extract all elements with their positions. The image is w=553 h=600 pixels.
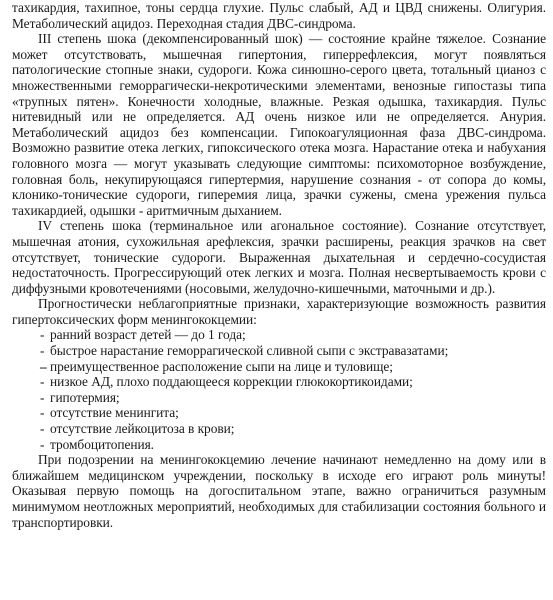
paragraph-treatment: При подозрении на менингококцемию лечение начинают немедленно на дому или в ближайшем медицинском учреждении, поскольку в исходе его играют роль минуты! Оказывая первую помощь на догоспитальном этапе, важно ограничиться разумным минимумом неотложных мероприятий, необходимых для стабилизации состояния больного и транспортировки.: [12, 452, 546, 530]
list-marker: -: [40, 327, 45, 343]
list-marker: -: [40, 374, 45, 390]
paragraph-prognostic-intro: Прогностически неблагоприятные признаки, характеризующие возможность развития гипертоксических форм менингококцемии:: [12, 296, 546, 327]
prognostic-criteria-list: [12, 327, 546, 452]
list-marker: –: [40, 358, 47, 374]
list-item-text: отсутствие менингита;: [50, 405, 179, 421]
list-item-text: отсутствие лейкоцитоза в крови;: [50, 421, 235, 437]
list-item: [40, 359, 546, 375]
list-item-text: преимущественное расположение сыпи на лице и туловище;: [50, 358, 393, 374]
list-marker: -: [40, 421, 45, 437]
list-item-text: быстрое нарастание геморрагической сливной сыпи с экстравазатами;: [50, 343, 449, 359]
list-item-text: низкое АД, плохо поддающееся коррекции глюкокортикоидами;: [50, 374, 413, 390]
list-item-text: тромбоцитопения.: [50, 436, 154, 452]
list-marker: -: [40, 436, 45, 452]
list-marker: -: [40, 405, 45, 421]
list-marker: -: [40, 343, 45, 359]
list-item: [40, 421, 546, 437]
list-marker: -: [40, 389, 45, 405]
list-item: [40, 437, 546, 453]
list-item-text: ранний возраст детей — до 1 года;: [50, 327, 246, 343]
list-item: [40, 327, 546, 343]
list-item: [40, 343, 546, 359]
paragraph-shock-stage-3: III степень шока (декомпенсированный шок) — состояние крайне тяжелое. Сознание может отсутствовать, мышечная гипертония, гиперрефлексия, могут появляться патологические стопные знаки, судороги. Кожа синюшно-серого цвета, тотальный цианоз с множественными геморрагически-некротическими элементами, венозные гипостазы типа «трупных пятен». Конечности холодные, влажные. Резкая одышка, тахикардия. Пульс нитевидный или не определяется. АД очень низкое или не определяется. Анурия. Метаболический ацидоз без компенсации. Гипокоагуляционная фаза ДВС-синдрома. Возможно развитие отека легких, гипоксического отека мозга. Нарастание отека и набухания головного мозга — могут указывать следующие симптомы: психомоторное возбуждение, головная боль, некупирующаяся гипертермия, нарушение сознания - от сопора до комы, клонико-тонические судороги, гиперемия лица, зрачки сужены, смена урежения пульса тахикардией, одышки - аритмичным дыханием.: [12, 31, 546, 218]
list-item-text: гипотермия;: [50, 389, 120, 405]
paragraph-shock-stage-4: IV степень шока (терминальное или агональное состояние). Сознание отсутствует, мышечная атония, сухожильная арефлексия, зрачки расширены, реакция зрачков на свет отсутствует, тонические судороги. Выраженная дыхательная и сердечно-сосудистая недостаточность. Прогрессирующий отек легких и мозга. Полная несвертываемость крови с диффузными кровотечениями (носовыми, желудочно-кишечными, маточными и др.).: [12, 218, 546, 296]
list-item: [40, 374, 546, 390]
list-item: [40, 405, 546, 421]
paragraph-shock-stage-2-end: тахикардия, тахипное, тоны сердца глухие. Пульс слабый, АД и ЦВД снижены. Олигурия. Метаболический ацидоз. Переходная стадия ДВС-синдрома.: [12, 0, 546, 31]
list-item: [40, 390, 546, 406]
